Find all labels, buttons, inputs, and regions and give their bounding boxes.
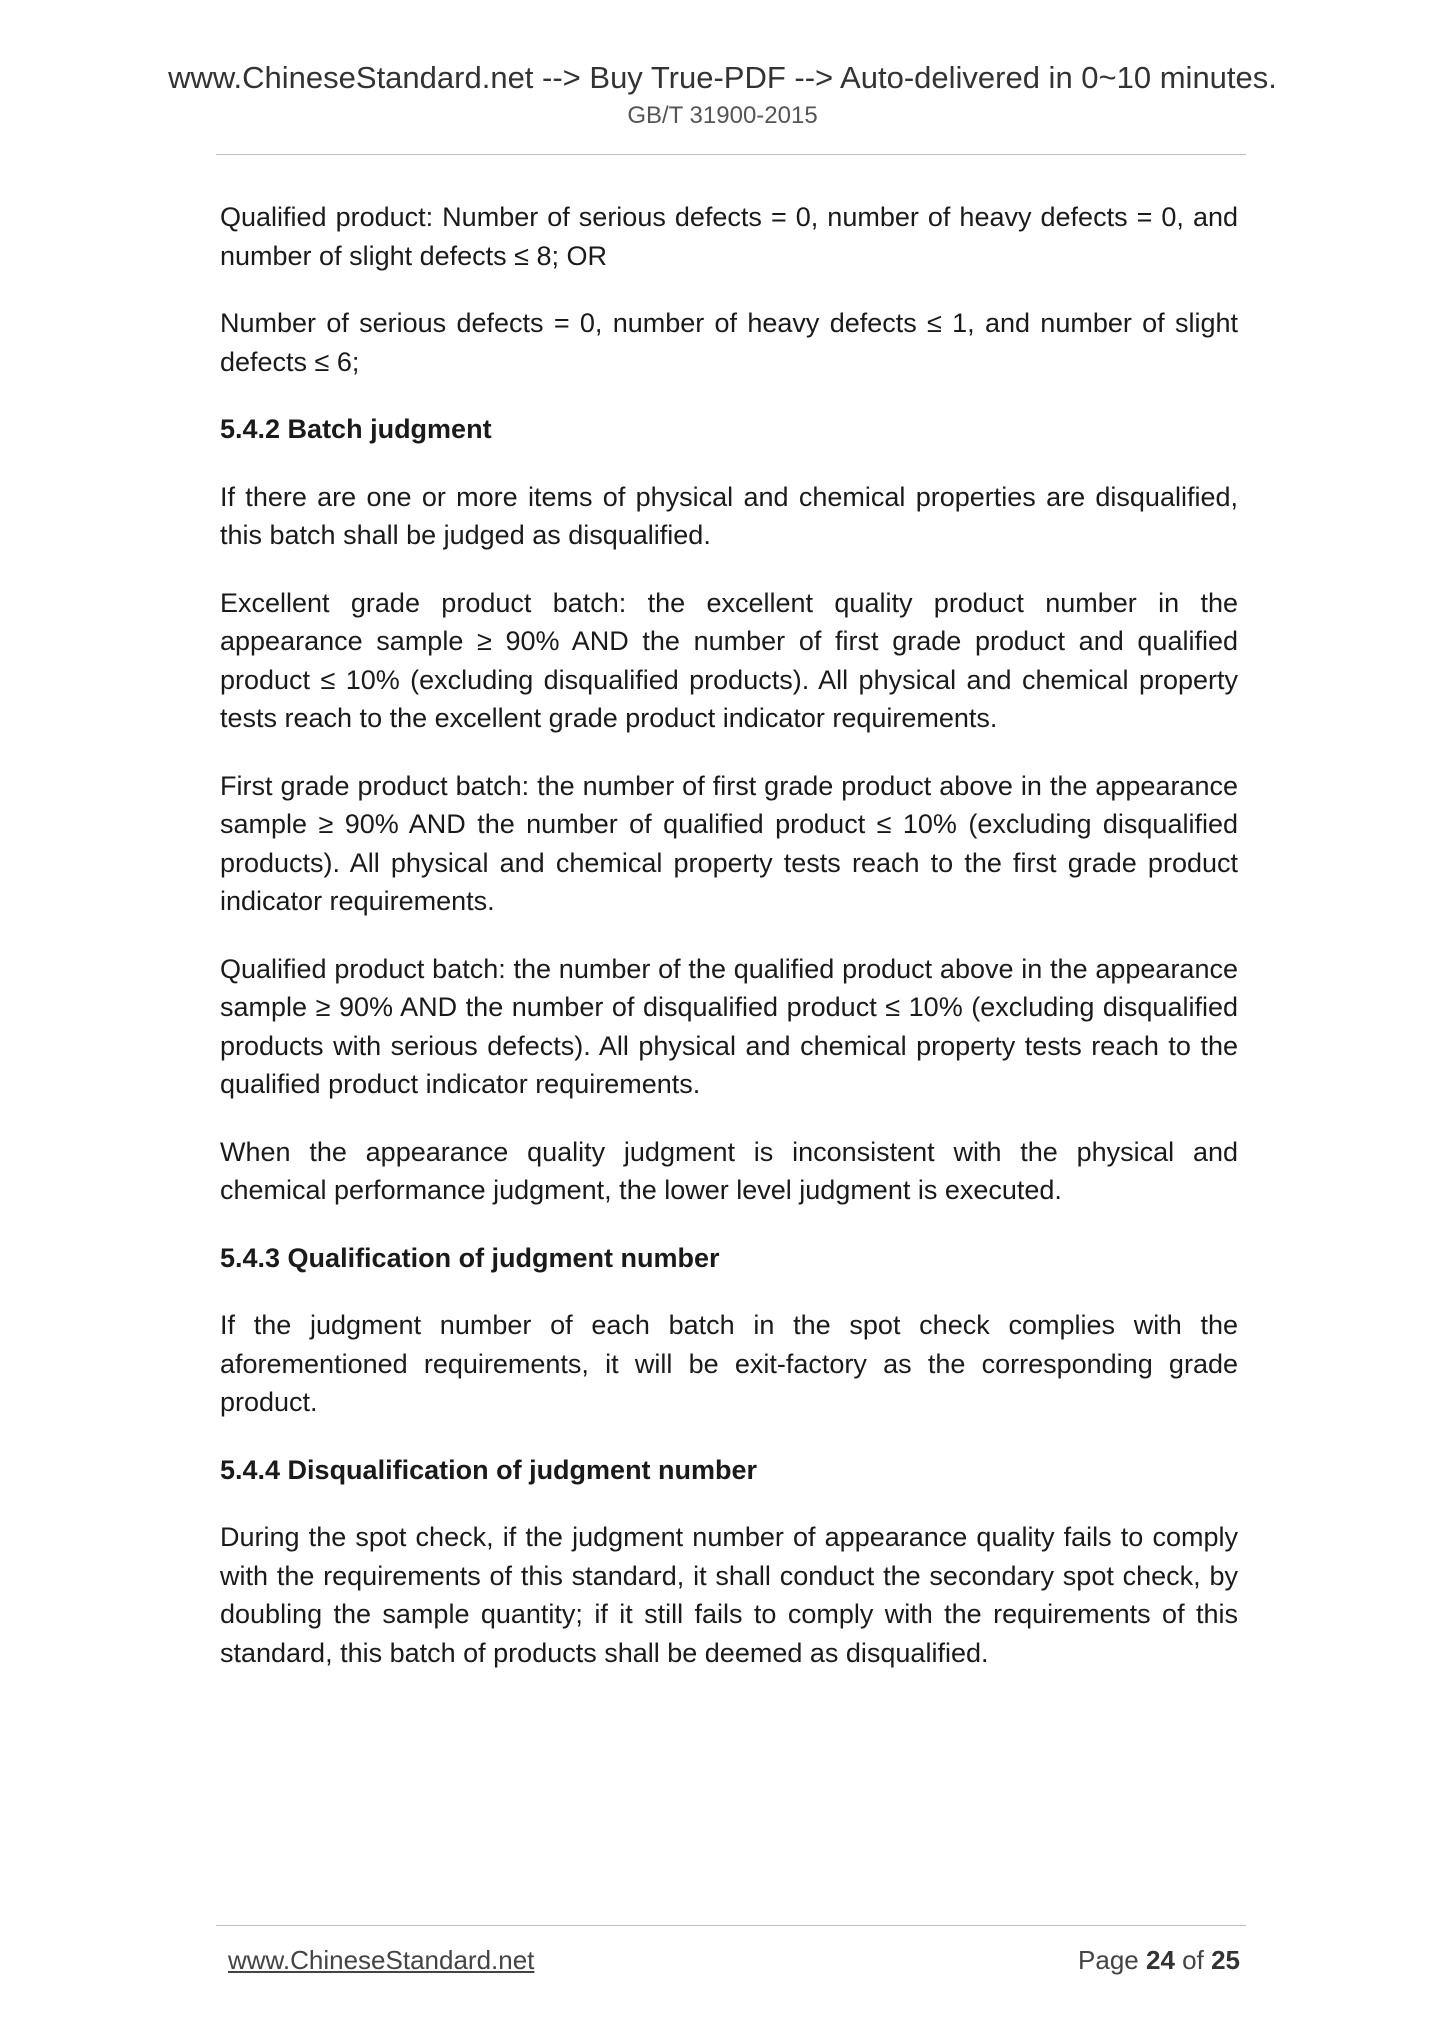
section-heading-5-4-3: 5.4.3 Qualification of judgment number (220, 1242, 720, 1273)
page-total: 25 (1211, 1945, 1240, 1975)
header-divider (216, 154, 1246, 155)
page-current: 24 (1146, 1945, 1175, 1975)
paragraph-defect-limits: Number of serious defects = 0, number of heavy defects ≤ 1, and number of slight defects ≤ 6; (220, 308, 1238, 377)
header-banner: www.ChineseStandard.net --> Buy True-PDF --> Auto-delivered in 0~10 minutes. (168, 60, 1277, 95)
paragraph-first-grade-batch: First grade product batch: the number of first grade product above in the appearance sample ≥ 90% AND the number of qualified product ≤ 10% (excluding disqualified products). All physical and chemical property tests reach to the first grade product indicator requirements. (220, 770, 1238, 916)
paragraph-excellent-batch: Excellent grade product batch: the excellent quality product number in the appearance sample ≥ 90% AND the number of first grade product and qualified product ≤ 10% (excluding disqualified products). All physical and chemical property tests reach to the excellent grade product indicator requirements. (220, 587, 1238, 733)
page-number (1078, 1942, 1240, 1978)
page-header (0, 58, 1445, 132)
paragraph-inconsistent-judgment: When the appearance quality judgment is inconsistent with the physical and chemical performance judgment, the lower level judgment is executed. (220, 1136, 1238, 1205)
standard-number: GB/T 31900-2015 (627, 102, 818, 129)
paragraph-disqualification: During the spot check, if the judgment number of appearance quality fails to comply with the requirements of this standard, it shall conduct the secondary spot check, by doubling the sample quantity; if it still fails to comply with the requirements of this standard, this batch of products shall be deemed as disqualified. (220, 1522, 1238, 1668)
section-heading-5-4-4: 5.4.4 Disqualification of judgment number (220, 1454, 758, 1485)
paragraph-batch-disqualified: If there are one or more items of physical and chemical properties are disqualified, this batch shall be judged as disqualified. (220, 481, 1238, 550)
page-of: of (1182, 1945, 1204, 1975)
document-body (220, 198, 1238, 1701)
paragraph-qualification: If the judgment number of each batch in the spot check complies with the aforementioned requirements, it will be exit-factory as the corresponding grade product. (220, 1310, 1238, 1417)
page-prefix: Page (1078, 1945, 1139, 1975)
paragraph-qualified-product: Qualified product: Number of serious defects = 0, number of heavy defects = 0, and number of slight defects ≤ 8; OR (220, 202, 1238, 271)
footer-website-link[interactable]: www.ChineseStandard.net (228, 1945, 535, 1975)
section-heading-5-4-2: 5.4.2 Batch judgment (220, 414, 492, 444)
footer-divider (216, 1925, 1246, 1926)
paragraph-qualified-batch: Qualified product batch: the number of the qualified product above in the appearance sample ≥ 90% AND the number of disqualified product ≤ 10% (excluding disqualified products with serious defects). All physical and chemical property tests reach to the qualified product indicator requirements. (220, 953, 1238, 1099)
